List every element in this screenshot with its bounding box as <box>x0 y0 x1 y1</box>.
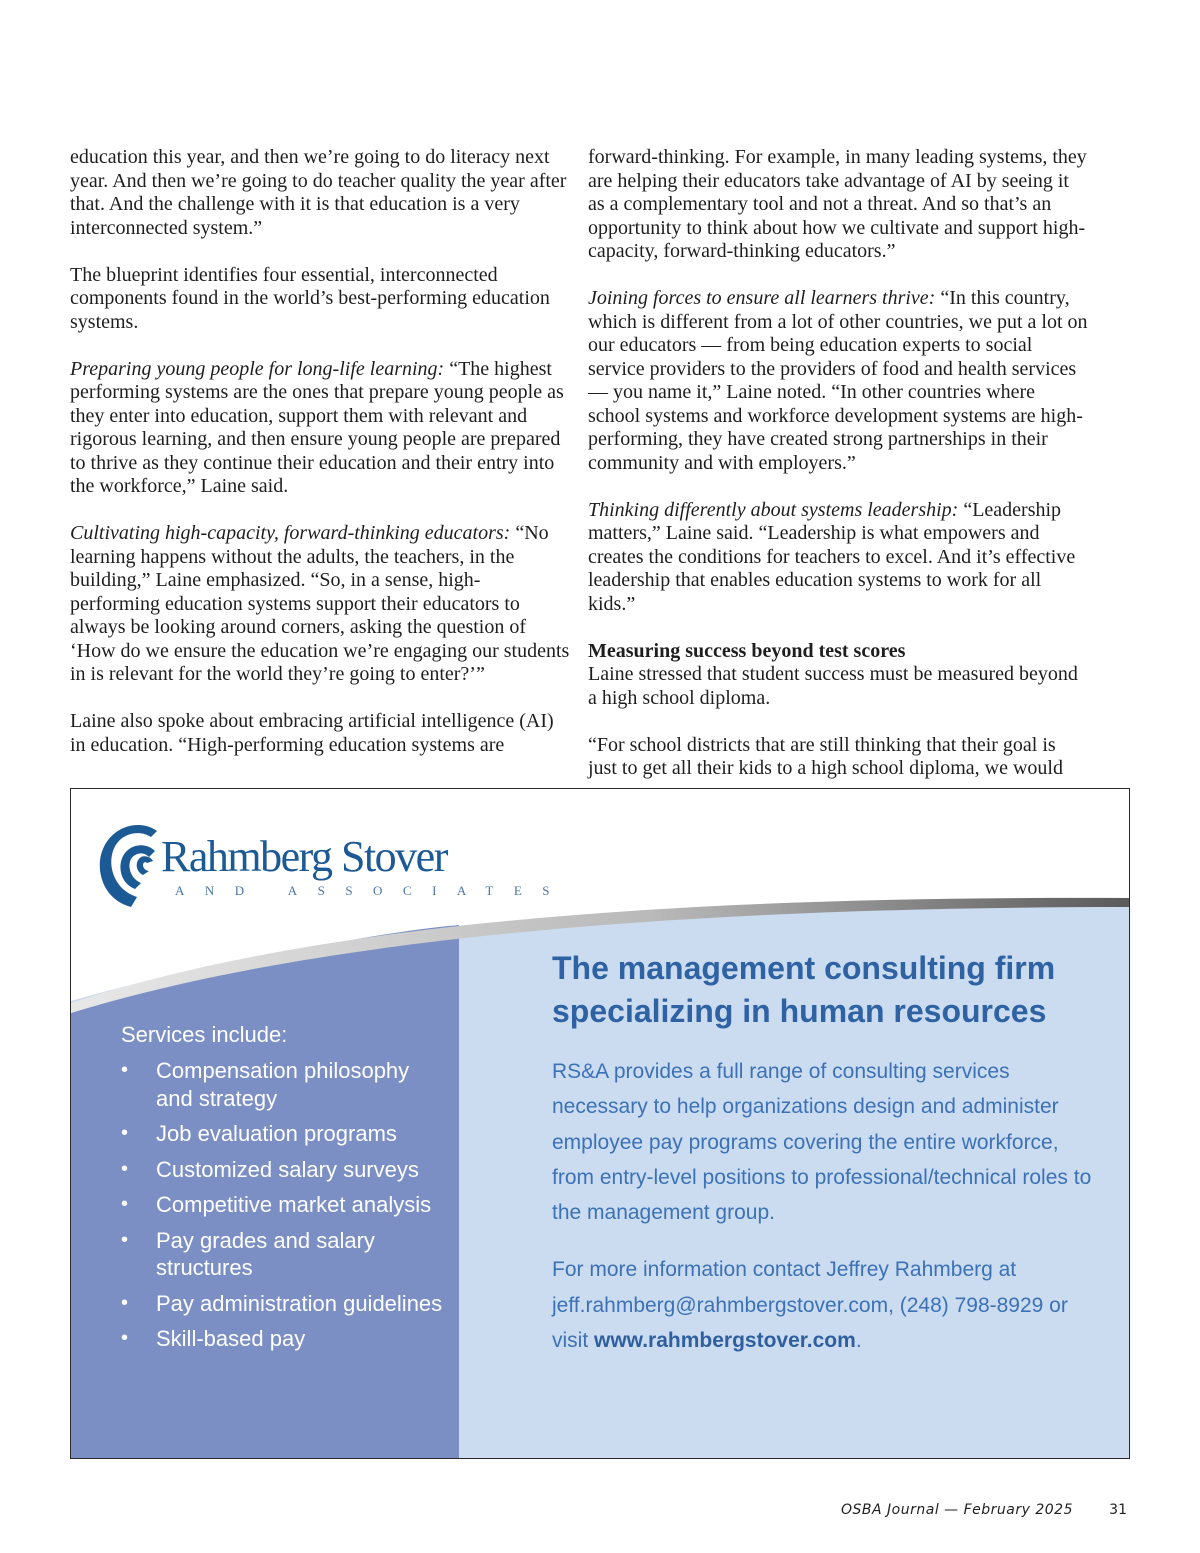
list-item: • Customized salary surveys <box>121 1156 419 1182</box>
logo-subtitle: AND ASSOCIATES <box>175 883 570 898</box>
paragraph: forward-thinking. For example, in many leading systems, they are helping their educators take advantage of AI by seeing it as a complementary tool and not a threat. And so that’s an opportunity to think about how we cultivate and support high-capacity, forward-thinking educators.” <box>588 146 1087 262</box>
services-list <box>121 1021 451 1361</box>
paragraph: Laine also spoke about embracing artificial intelligence (AI) in education. “High-performing education systems are <box>70 710 554 756</box>
bullet-icon: • <box>121 1157 129 1180</box>
website-link[interactable]: www.rahmbergstover.com <box>594 1329 856 1353</box>
bullet-icon: • <box>121 1193 129 1215</box>
lead-in: Joining forces to ensure all learners thrive: <box>588 287 936 309</box>
company-logo[interactable] <box>95 815 570 915</box>
paragraph: Thinking differently about systems leadership: “Leadership matters,” Laine said. “Leadership is what empowers and creates the conditions for teachers to excel. And it’s effective leadership that enables education systems to work for all kids.” <box>588 498 1076 615</box>
right-column <box>588 146 1088 781</box>
list-item: • Competitive market analysis <box>121 1192 432 1217</box>
journal-issue: OSBA Journal — February 2025 <box>841 1502 1073 1518</box>
lead-in: Preparing young people for long-life learning: <box>70 357 445 380</box>
ad-headline: The management consulting firm specializing in human resources <box>552 950 1056 1029</box>
page-footer <box>841 1502 1131 1524</box>
contact-info: For more information contact Jeffrey Rahmberg at jeff.rahmberg@rahmbergstover.com, (248) 798-8929 or visit www.rahmbergstover.com. <box>552 1258 1068 1353</box>
paragraph: Joining forces to ensure all learners thrive: “In this country, which is different from a lot of other countries, we put a lot on our educators — from being education experts to social service providers to the providers of food and health services — you name it,” Laine noted. “In other countries where school systems and workforce development systems are high-performing, they have created strong partnerships in their community and with employers.” <box>588 287 1088 474</box>
list-item: • Pay administration guidelines <box>121 1290 443 1316</box>
list-item: • Skill-based pay <box>121 1326 306 1351</box>
logo-swirl-icon <box>95 817 165 913</box>
paragraph: Cultivating high-capacity, forward-thinking educators: “No learning happens without the adults, the teachers, in the building,” Laine emphasized. “So, in a sense, high-performing education systems support their educators to always be looking around corners, asking the question of ‘How do we ensure the education we’re engaging our students in is relevant for the world they’re going to enter?’” <box>70 522 570 685</box>
list-item: • Job evaluation programs <box>121 1121 397 1146</box>
paragraph: “For school districts that are still thinking that their goal is just to get all their kids to a high school diploma, we would <box>588 733 1063 779</box>
bullet-icon: • <box>121 1327 129 1349</box>
advertisement[interactable] <box>70 788 1130 1459</box>
ad-body: RS&A provides a full range of consulting services necessary to help organizations design and administer employee pay programs covering the entire workforce, from entry-level positions to professional/technical roles to the management group. <box>552 1060 1092 1225</box>
bullet-icon: • <box>121 1122 129 1144</box>
page-number: 31 <box>1109 1502 1127 1518</box>
ad-copy <box>552 947 1092 1358</box>
logo-name: Rahmberg Stover <box>161 832 447 881</box>
bullet-icon: • <box>121 1228 129 1251</box>
left-column <box>70 146 570 757</box>
section-subhead: Measuring success beyond test scores <box>588 639 906 662</box>
lead-in: Cultivating high-capacity, forward-thinking educators: <box>70 522 511 544</box>
list-item: • Pay grades and salary structures <box>121 1227 375 1280</box>
paragraph: Preparing young people for long-life learning: “The highest performing systems are the ones that prepare young people as they enter into education, support them with relevant and rigorous learning, and then ensure young people are prepared to thrive as they continue their education and their entry into the workforce,” Laine said. <box>70 357 564 497</box>
bullet-icon: • <box>121 1059 129 1081</box>
lead-in: Thinking differently about systems leadership: <box>588 498 959 521</box>
paragraph: The blueprint identifies four essential, interconnected components found in the world’s best-performing education systems. <box>70 263 550 333</box>
paragraph: Laine stressed that student success must be measured beyond a high school diploma. <box>588 663 1078 709</box>
bullet-icon: • <box>121 1291 129 1314</box>
list-item: • Compensation philosophy and strategy <box>121 1058 410 1111</box>
article-body <box>70 146 1130 779</box>
paragraph: education this year, and then we’re going to do literacy next year. And then we’re going to do teacher quality the year after that. And the challenge with it is that education is a very interconnected system.” <box>70 146 567 239</box>
services-title: Services include: <box>121 1022 288 1047</box>
